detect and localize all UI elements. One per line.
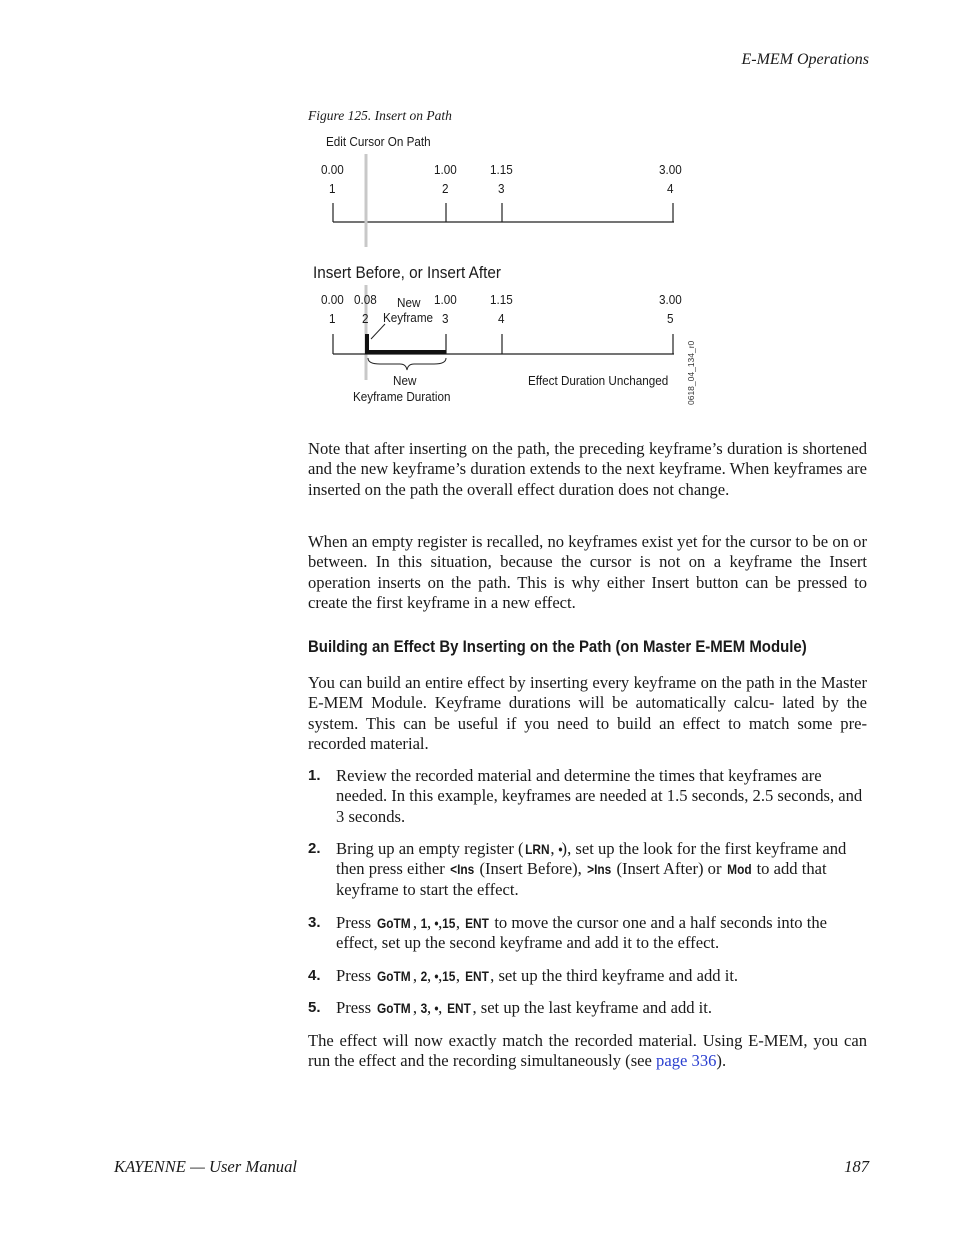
paragraph-empty-register: When an empty register is recalled, no keyframes exist yet for the cursor to be on or between. In this situation, because the cursor is not on a keyframe the Insert operation inserts on the path. This is why either Insert button can be pressed to create the first keyframe in a new effect. [308,532,867,612]
key-ent: ENT [465,968,490,984]
text-run: Press [336,998,376,1017]
paragraph-note: Note that after inserting on the path, the preceding keyframe’s duration is shortened and the new keyframe’s duration extends to the next keyframe. When keyframes are inserted on the path the overall effect duration does not change. [308,439,867,499]
text-run: ), set up the look for the first keyframe and then press either [336,839,847,879]
figure-code: 0618_04_134_r0 [686,340,696,405]
bottom-time-1: 0.00 [321,292,344,307]
key-dot: • [434,968,439,984]
text-run: , [455,966,465,985]
duration-label-new: New [393,373,417,388]
text-run: , [550,839,559,858]
text-run: ). [716,1051,727,1071]
paragraph-conclusion [308,1031,867,1072]
step-text [336,913,867,954]
text-run: , set up the last keyframe and add it. [472,998,713,1017]
step-text [336,839,867,900]
text-run: , [438,966,443,985]
top-diagram-label: Edit Cursor On Path [326,134,431,149]
text-run: , [412,913,422,932]
duration-label-keyframe: Keyframe Duration [353,389,451,404]
bottom-num-2: 2 [362,311,369,326]
text-run: The effect will now exactly match the recorded material. Using E-MEM, you can run the effect and the recording simultaneously (see [308,1031,867,1071]
text-run: to add that keyframe to start the effect. [336,859,827,899]
key-mod: Mod [726,861,752,878]
text-run: Bring up an empty register ( [336,839,524,858]
section-heading: Building an Effect By Inserting on the Path (on Master E-MEM Module) [308,637,807,656]
key-gotm: GoTM [377,1000,411,1016]
bottom-num-4: 4 [498,311,505,326]
bottom-time-5: 3.00 [659,292,682,307]
top-num-3: 3 [498,181,505,196]
text-run: , [438,998,447,1017]
text-run: , [426,998,436,1017]
text-run: Press [336,966,376,985]
text-run: (Insert Before), [475,859,586,879]
key-dot: • [558,841,563,857]
key-gotm: GoTM [377,915,411,931]
step-text [336,966,867,986]
key-dot: • [434,915,439,931]
paragraph-build-effect: You can build an entire effect by inserting every keyframe on the path in the Master E-MEM Module. Keyframe durations will be automatically calcu- lated by the system. This can be useful if you need to build an effect to match some pre-recorded material. [308,673,867,753]
key-ent: ENT [465,915,490,931]
key-2: 2 [420,968,428,984]
figure-caption: Figure 125. Insert on Path [308,108,452,123]
text-run: , [455,913,465,932]
top-num-1: 1 [329,181,336,196]
step-text [336,998,867,1018]
text-run: , [412,966,422,985]
pointer-line [371,324,385,339]
bottom-diagram-label: Insert Before, or Insert After [313,263,501,282]
running-header: E-MEM Operations [741,51,869,68]
page-number: 187 [844,1157,869,1176]
top-time-3: 1.15 [490,162,513,177]
page-link[interactable]: page 336 [656,1051,717,1071]
step-number: 1. [308,767,321,784]
step-number: 3. [308,914,321,931]
duration-brace [368,358,446,370]
key-1: 1 [420,915,428,931]
footer-manual-title: KAYENNE — User Manual [114,1157,298,1176]
text-run: (Insert After) or [612,859,726,879]
new-keyframe-label-new: New [397,295,421,310]
text-run: , [438,913,443,932]
key-gotm: GoTM [377,968,411,984]
top-time-2: 1.00 [434,162,457,177]
top-num-4: 4 [667,181,674,196]
step-number: 4. [308,967,321,984]
text-run: Press [336,913,376,932]
key-insert-before: <Ins [450,861,475,878]
bottom-num-1: 1 [329,311,336,326]
top-time-1: 0.00 [321,162,344,177]
key-3: 3 [420,1000,428,1016]
top-num-2: 2 [442,181,449,196]
step-number: 5. [308,999,321,1016]
key-ent: ENT [447,1000,472,1016]
new-keyframe-duration-bar [368,350,446,354]
top-time-4: 3.00 [659,162,682,177]
new-keyframe-label-keyframe: Keyframe [383,310,434,325]
key-lrn: LRN [524,841,550,857]
key-insert-after: >Ins [587,861,612,878]
text-run: , set up the third keyframe and add it. [490,966,739,985]
text-run: , [426,966,436,985]
text-run: , [412,998,422,1017]
key-15: 15 [442,968,456,984]
step-text: Review the recorded material and determine the times that keyframes are needed. In this example, keyframes are needed at 1.5 seconds, 2.5 seconds, and 3 seconds. [336,766,863,826]
bottom-num-5: 5 [667,311,674,326]
effect-duration-unchanged-label: Effect Duration Unchanged [528,373,669,388]
key-15: 15 [442,915,456,931]
step-number: 2. [308,840,321,857]
bottom-num-3: 3 [442,311,449,326]
text-run: to move the cursor one and a half seconds into the effect, set up the second keyframe and add it to the effect. [336,913,828,953]
text-run: , [426,913,436,932]
bottom-time-3: 1.00 [434,292,457,307]
key-dot: • [434,1000,439,1016]
bottom-time-4: 1.15 [490,292,513,307]
bottom-time-2: 0.08 [354,292,377,307]
